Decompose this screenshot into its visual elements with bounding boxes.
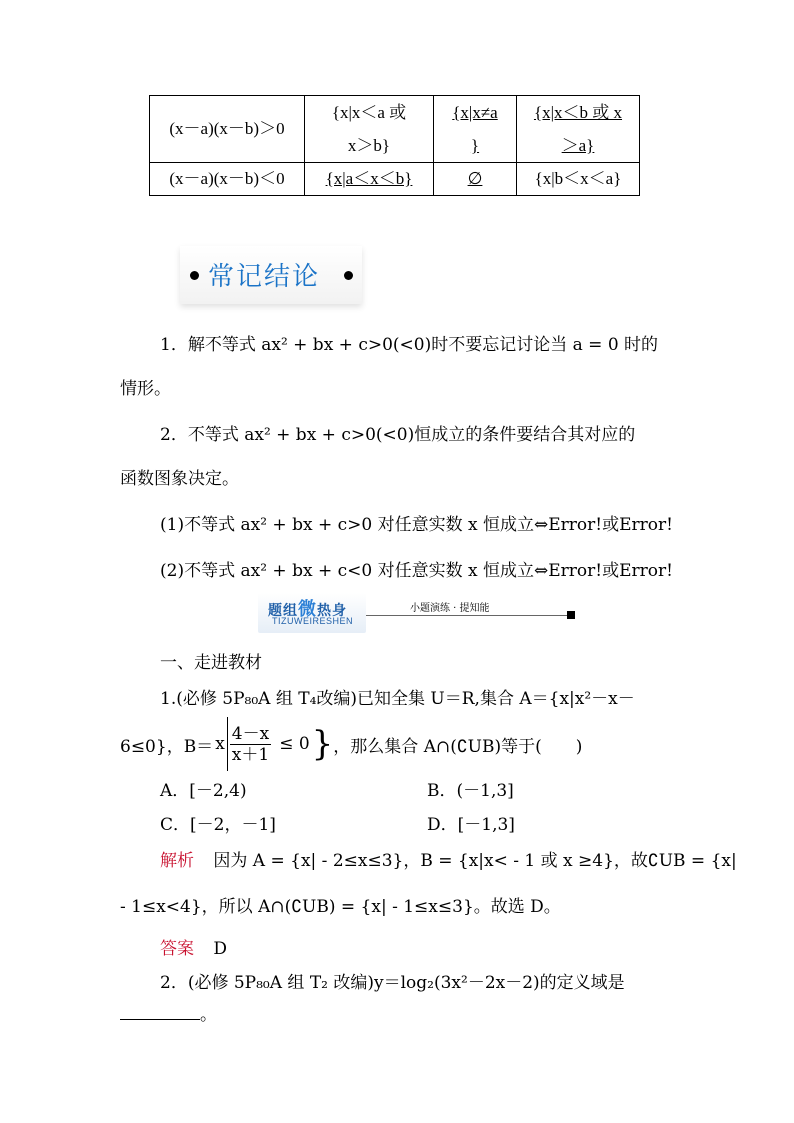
cell-text: ＞a} — [561, 136, 595, 155]
question-1-line-1: 1.(必修 5P₈₀A 组 T₄改编)已知全集 U＝R,集合 A＝{x|x²－x－ — [160, 689, 635, 709]
table-cell — [517, 163, 640, 196]
cell-text: {x|x＜b 或 x — [533, 103, 623, 122]
question-1-line-2 — [120, 714, 582, 774]
set-builder-bar — [227, 717, 334, 771]
table-cell — [305, 163, 434, 196]
warmup-title-part: 题组 — [268, 603, 298, 619]
cell-text: {x|x＜a 或 — [331, 103, 407, 122]
analysis-line-1 — [160, 846, 737, 871]
conclusion-2-line-1: 2．不等式 ax² + bx + c>0(<0)恒成立的条件要结合其对应的 — [160, 425, 636, 445]
fraction-numerator: 4－x — [231, 723, 270, 744]
table-cell — [517, 96, 640, 163]
option-c: C．[－2，－1] — [160, 815, 276, 835]
section-title: 常记结论 — [208, 262, 321, 292]
table-cell — [150, 96, 305, 163]
section-banner — [180, 246, 362, 304]
table-cell — [305, 96, 434, 163]
inequality-expression: (x－a)(x－b)＞0 — [169, 119, 285, 138]
answer-label: 答案 — [160, 939, 194, 959]
inequality-expression: (x－a)(x－b)＜0 — [169, 169, 285, 188]
warmup-label-box — [258, 593, 366, 633]
table-cell — [150, 163, 305, 196]
warmup-banner — [258, 593, 576, 637]
question-2-line-1: 2．(必修 5P₈₀A 组 T₂ 改编)y＝log₂(3x²－2x－2)的定义域是 — [160, 973, 625, 993]
option-b: B．(－1,3] — [427, 781, 514, 801]
cell-text: {x|x≠a — [452, 103, 498, 122]
question-text: ≤ 0 — [279, 734, 310, 754]
table-row — [150, 163, 640, 196]
question-text: UB)等于( ) — [467, 736, 583, 757]
question-text: x — [215, 734, 225, 754]
cell-text: ∅ — [467, 169, 483, 188]
cell-text: {x|b＜x＜a} — [534, 169, 622, 188]
bullet-dot-icon — [190, 271, 199, 280]
cell-text: x＞b} — [347, 136, 391, 155]
cell-text: } — [470, 136, 480, 155]
question-text: 6≤0}，B＝ — [120, 736, 214, 757]
table-cell — [434, 96, 517, 163]
right-brace: } — [311, 724, 334, 764]
table-cell — [434, 163, 517, 196]
bullet-dot-icon — [344, 271, 353, 280]
warmup-pinyin: TIZUWEIRESHEN — [272, 616, 354, 626]
option-a: A．[－2,4) — [160, 781, 247, 801]
fraction-denominator: x＋1 — [231, 744, 270, 765]
option-d: D．[－1,3] — [427, 815, 515, 835]
analysis-label: 解析 — [160, 851, 194, 871]
square-marker-icon — [567, 611, 575, 619]
divider — [366, 615, 571, 616]
conclusion-2-line-2: 函数图象决定。 — [120, 469, 239, 489]
conclusion-2-sub-2: (2)不等式 ax² + bx + c<0 对任意实数 x 恒成立⇔Error!或Error! — [160, 561, 673, 581]
answer-line — [160, 934, 227, 959]
analysis-text: 因为 A = {x| - 2≤x≤3}，B = {x|x< - 1 或 x ≥4}，故∁UB = {x| — [213, 851, 737, 871]
conclusion-1-line-1: 1．解不等式 ax² + bx + c>0(<0)时不要忘记讨论当 a = 0 时的 — [160, 335, 659, 355]
fraction — [230, 724, 271, 765]
cell-text: {x|a＜x＜b} — [325, 169, 413, 188]
table-row — [150, 96, 640, 163]
analysis-line-2: - 1≤x<4}，所以 A∩(∁UB) = {x| - 1≤x≤3}。故选 D。 — [120, 897, 561, 917]
answer-blank[interactable] — [120, 1003, 200, 1020]
warmup-title-part: 热身 — [317, 603, 347, 619]
conclusion-1-line-2: 情形。 — [120, 379, 171, 399]
question-text: ，那么集合 A∩(∁ — [333, 736, 468, 757]
warmup-subtitle: 小题演练 · 提知能 — [410, 603, 490, 614]
warmup-title-part: 微 — [298, 599, 317, 620]
conclusion-2-sub-1: (1)不等式 ax² + bx + c>0 对任意实数 x 恒成立⇔Error!或Error! — [160, 515, 673, 535]
inequality-solution-table — [149, 95, 640, 196]
part-heading: 一、走进教材 — [160, 653, 262, 673]
answer-value: D — [213, 939, 228, 959]
question-text: 。 — [200, 1005, 217, 1025]
question-2-line-2 — [120, 1000, 217, 1025]
